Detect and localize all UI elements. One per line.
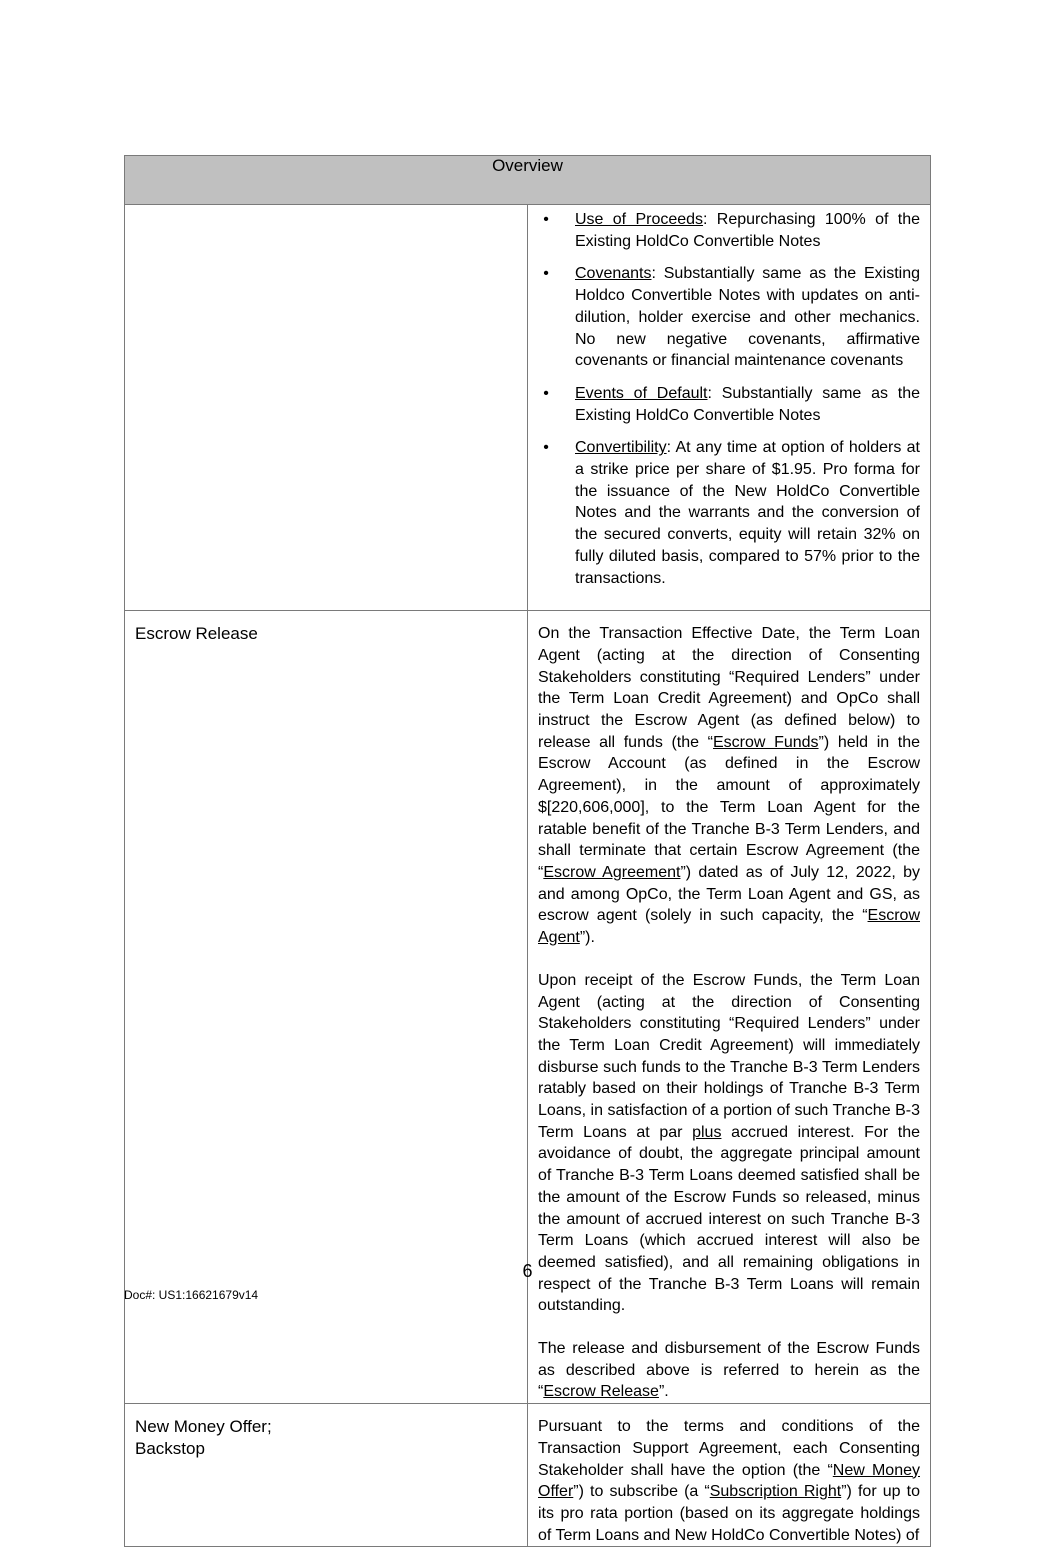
term-covenants: Covenants (575, 265, 652, 283)
term-convertibility: Convertibility (575, 439, 667, 457)
bullet-use-of-proceeds: • Use of Proceeds: Repurchasing 100% of the Existing HoldCo Convertible Notes (538, 209, 920, 252)
bullet-icon: • (543, 265, 549, 283)
overview-bullet-list (538, 205, 920, 610)
overview-content-cell (528, 205, 931, 611)
bullet-covenants: • Covenants: Substantially same as the Existing Holdco Convertible Notes with updates on anti-dilution, holder exercise and other mechanics. No new negative covenants, affirmative covenants or financial maintenance covenants (538, 263, 920, 372)
table-header-overview: Overview (125, 156, 931, 205)
escrow-release-row (125, 611, 931, 1404)
defined-term-escrow-release: Escrow Release (543, 1383, 659, 1401)
term-plus: plus (692, 1123, 722, 1141)
overview-label-cell (125, 205, 528, 611)
escrow-release-label: Escrow Release (135, 624, 258, 644)
escrow-paragraph-1: On the Transaction Effective Date, the Term Loan Agent (acting at the direction of Consenting Stakeholders constituting “Required Lenders” under the Term Loan Credit Agreement) and OpCo shall instruct the Escrow Agent (as defined below) to release all funds (the “Escrow Funds”) held in the Escrow Account (as defined in the Escrow Agreement), in the amount of approximately $[220,606,000], to the Term Loan Agent for the ratable benefit of the Tranche B-3 Term Lenders, and shall terminate that certain Escrow Agreement (the “Escrow Agreement”) dated as of July 12, 2022, by and among OpCo, the Term Loan Agent and GS, as escrow agent (solely in such capacity, the “Escrow Agent”). (538, 625, 921, 947)
defined-term-subscription-right: Subscription Right (709, 1483, 842, 1501)
document-id: Doc#: US1:16621679v14 (124, 1288, 259, 1302)
new-money-label: New Money Offer; Backstop (135, 1417, 272, 1459)
escrow-release-label-cell (125, 611, 528, 1404)
new-money-content-cell (528, 1404, 931, 1547)
bullet-icon: • (543, 211, 549, 228)
new-money-label-cell (125, 1404, 528, 1547)
defined-term-new-money-offer: New Money Offer (538, 1461, 920, 1501)
term-sheet-table (124, 155, 931, 1547)
overview-row (125, 205, 931, 611)
defined-term-escrow-agent: Escrow Agent (538, 907, 920, 947)
term-use-of-proceeds: Use of Proceeds (575, 211, 704, 228)
new-money-paragraph: Pursuant to the terms and conditions of the Transaction Support Agreement, each Consenting Stakeholder shall have the option (the “New Money Offer”) to subscribe (a “Subscription Right”) for up to its pro rata portion (based on its aggregate holdings of Term Loans and New HoldCo Convertible Notes) of (538, 1418, 920, 1544)
bullet-events-of-default: • Events of Default: Substantially same as the Existing HoldCo Convertible Notes (538, 383, 920, 426)
defined-term-escrow-funds: Escrow Funds (713, 733, 819, 751)
defined-term-escrow-agreement: Escrow Agreement (543, 863, 681, 881)
bullet-icon: • (543, 439, 549, 457)
bullet-icon: • (543, 384, 549, 402)
page-number: 6 (522, 1261, 533, 1281)
term-events-of-default: Events of Default (575, 384, 708, 402)
new-money-offer-row (125, 1404, 931, 1547)
escrow-release-content-cell (528, 611, 931, 1404)
escrow-paragraph-2: Upon receipt of the Escrow Funds, the Term Loan Agent (acting at the direction of Consenting Stakeholders constituting “Required Lenders” under the Term Loan Credit Agreement) will immediately disburse such funds to the Tranche B-3 Term Lenders ratably based on their holdings of Tranche B-3 Term Loans, in satisfaction of a portion of such Tranche B-3 Term Loans at par plus accrued interest. For the avoidance of doubt, the aggregate principal amount of Tranche B-3 Term Loans deemed satisfied shall be the amount of the Escrow Funds so released, minus the amount of accrued interest on such Tranche B-3 Term Loans (which accrued interest will also be deemed satisfied), and all remaining obligations in respect of the Tranche B-3 Term Loans will remain outstanding. (538, 971, 920, 1315)
escrow-paragraph-3: The release and disbursement of the Escrow Funds as described above is referred to herein as the “Escrow Release”. (538, 1340, 920, 1401)
bullet-convertibility: • Convertibility: At any time at option of holders at a strike price per share of $1.95. Pro forma for the issuance of the New HoldCo Convertible Notes and the warrants and the conversion of the secured converts, equity will retain 32% on fully diluted basis, compared to 57% prior to the transactions. (538, 437, 920, 589)
